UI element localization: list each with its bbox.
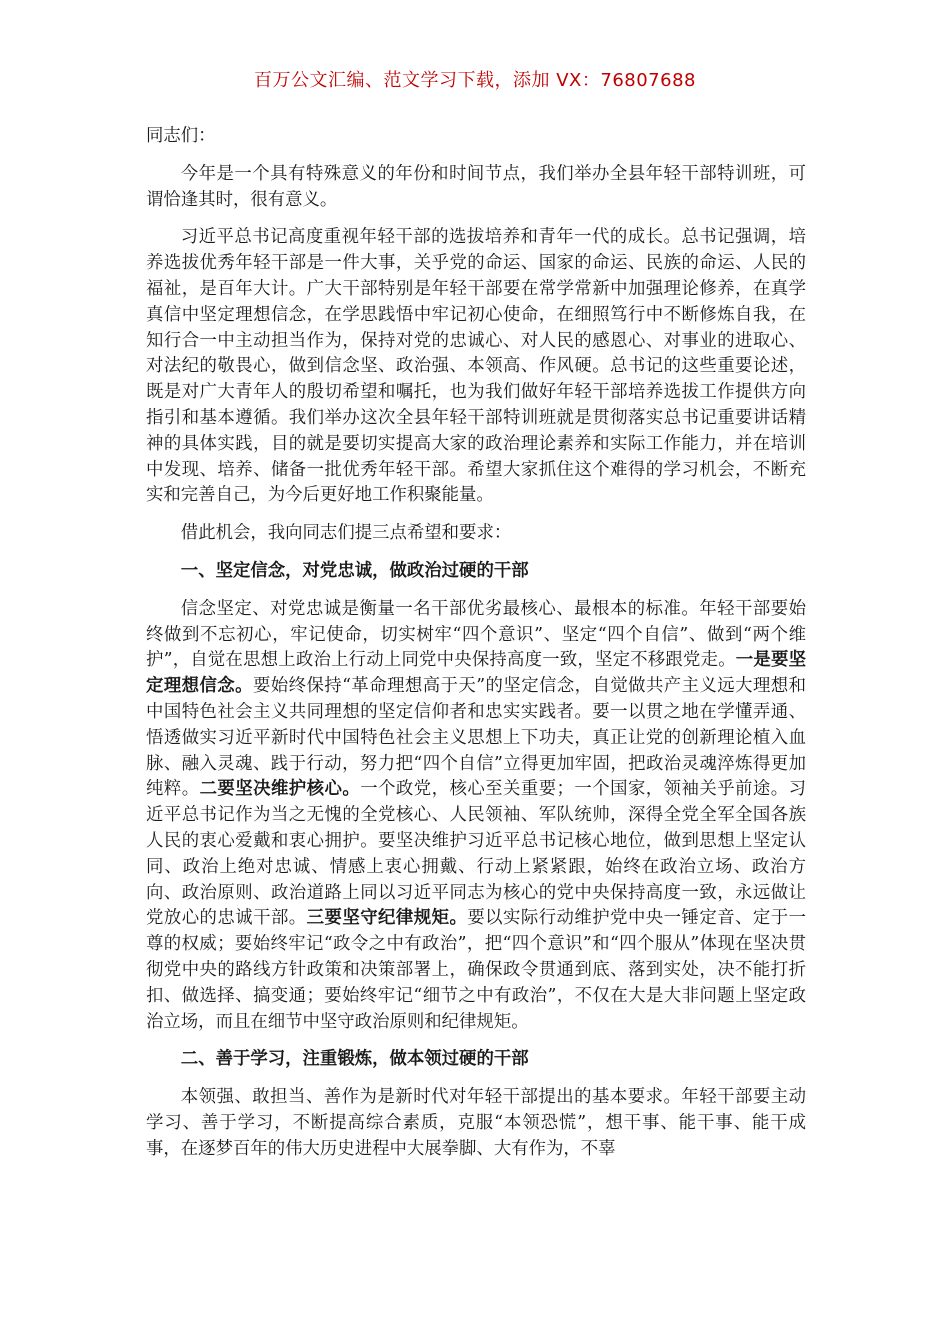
section-1-text-1: 信念坚定、对党忠诚是衡量一名干部优劣最核心、最根本的标准。年轻干部要始终做到不忘初心，牢记使命，切实树牢“四个意识”、坚定“四个自信”、做到“两个维护”，自觉在思想上政治上行动上同党中央保持高度一致，坚定不移跟党走。	[146, 598, 806, 671]
header-banner: 百万公文汇编、范文学习下载，添加 VX：76807688	[254, 70, 696, 91]
document-body	[146, 124, 806, 1174]
section-1-text-4: 要以实际行动维护党中央一锤定音、定于一尊的权威；要始终牢记“政令之中有政治”，把“四个意识”和“四个服从”体现在坚决贯彻党中央的路线方针政策和决策部署上，确保政令贯通到底、落到实处，决不能打折扣、做选择、搞变通；要始终牢记“细节之中有政治”，不仅在大是大非问题上坚定政治立场，而且在细节中坚守政治原则和纪律规矩。	[146, 908, 806, 1032]
paragraph-requirements-intro: 借此机会，我向同志们提三点希望和要求：	[180, 523, 512, 544]
paragraph-section-2: 本领强、敢担当、善作为是新时代对年轻干部提出的基本要求。年轻干部要主动学习、善于学习，不断提高综合素质，克服“本领恐慌”，想干事、能干事、能干成事，在逐梦百年的伟大历史进程中大展拳脚、大有作为，不辜	[146, 1087, 806, 1159]
section-1-text-3: 一个政党，核心至关重要；一个国家，领袖关乎前途。习近平总书记作为当之无愧的全党核心、人民领袖、军队统帅，深得全党全军全国各族人民的衷心爱戴和衷心拥护。要坚决维护习近平总书记核心地位，做到思想上坚定认同、政治上绝对忠诚、情感上衷心拥戴、行动上紧紧跟，始终在政治立场、政治方向、政治原则、政治道路上同以习近平同志为核心的党中央保持高度一致，永远做让党放心的忠诚干部。	[146, 779, 806, 929]
section-heading-1: 一、坚定信念，对党忠诚，做政治过硬的干部	[180, 560, 529, 581]
section-1-text-2: 要始终保持“革命理想高于天”的坚定信念，自觉做共产主义远大理想和中国特色社会主义共同理想的坚定信仰者和忠实实践者。要一以贯之地在学懂弄通、悟透做实习近平新时代中国特色社会主义思想上下功夫，真正让党的创新理论植入血脉、融入灵魂、践于行动，努力把“四个自信”立得更加牢固，把政治灵魂淬炼得更加纯粹。	[146, 676, 806, 800]
salutation: 同志们：	[146, 126, 216, 146]
section-heading-2: 二、善于学习，注重锻炼，做本领过硬的干部	[180, 1049, 529, 1070]
section-1-point-3: 三要坚守纪律规矩。	[306, 908, 468, 929]
section-1-point-1: 一是要坚定理想信念。	[146, 650, 806, 697]
paragraph-background: 习近平总书记高度重视年轻干部的选拔培养和青年一代的成长。总书记强调，培养选拔优秀年轻干部是一件大事，关乎党的命运、国家的命运、民族的命运、人民的福祉，是百年大计。广大干部特别是年轻干部要在常学常新中加强理论修养，在真学真信中坚定理想信念，在学思践悟中牢记初心使命，在细照笃行中不断修炼自我，在知行合一中主动担当作为，保持对党的忠诚心、对人民的感恩心、对事业的进取心、对法纪的敬畏心，做到信念坚、政治强、本领高、作风硬。总书记的这些重要论述，既是对广大青年人的殷切希望和嘱托，也为我们做好年轻干部培养选拔工作提供方向指引和基本遵循。我们举办这次全县年轻干部特训班就是贯彻落实总书记重要讲话精神的具体实践，目的就是要切实提高大家的政治理论素养和实际工作能力，并在培训中发现、培养、储备一批优秀年轻干部。希望大家抓住这个难得的学习机会，不断充实和完善自己，为今后更好地工作积聚能量。	[146, 227, 806, 506]
section-1-point-2: 二要坚决维护核心。	[199, 779, 361, 800]
paragraph-intro: 今年是一个具有特殊意义的年份和时间节点，我们举办全县年轻干部特训班，可谓恰逢其时，很有意义。	[146, 163, 806, 210]
paragraph-section-1	[146, 597, 806, 1036]
